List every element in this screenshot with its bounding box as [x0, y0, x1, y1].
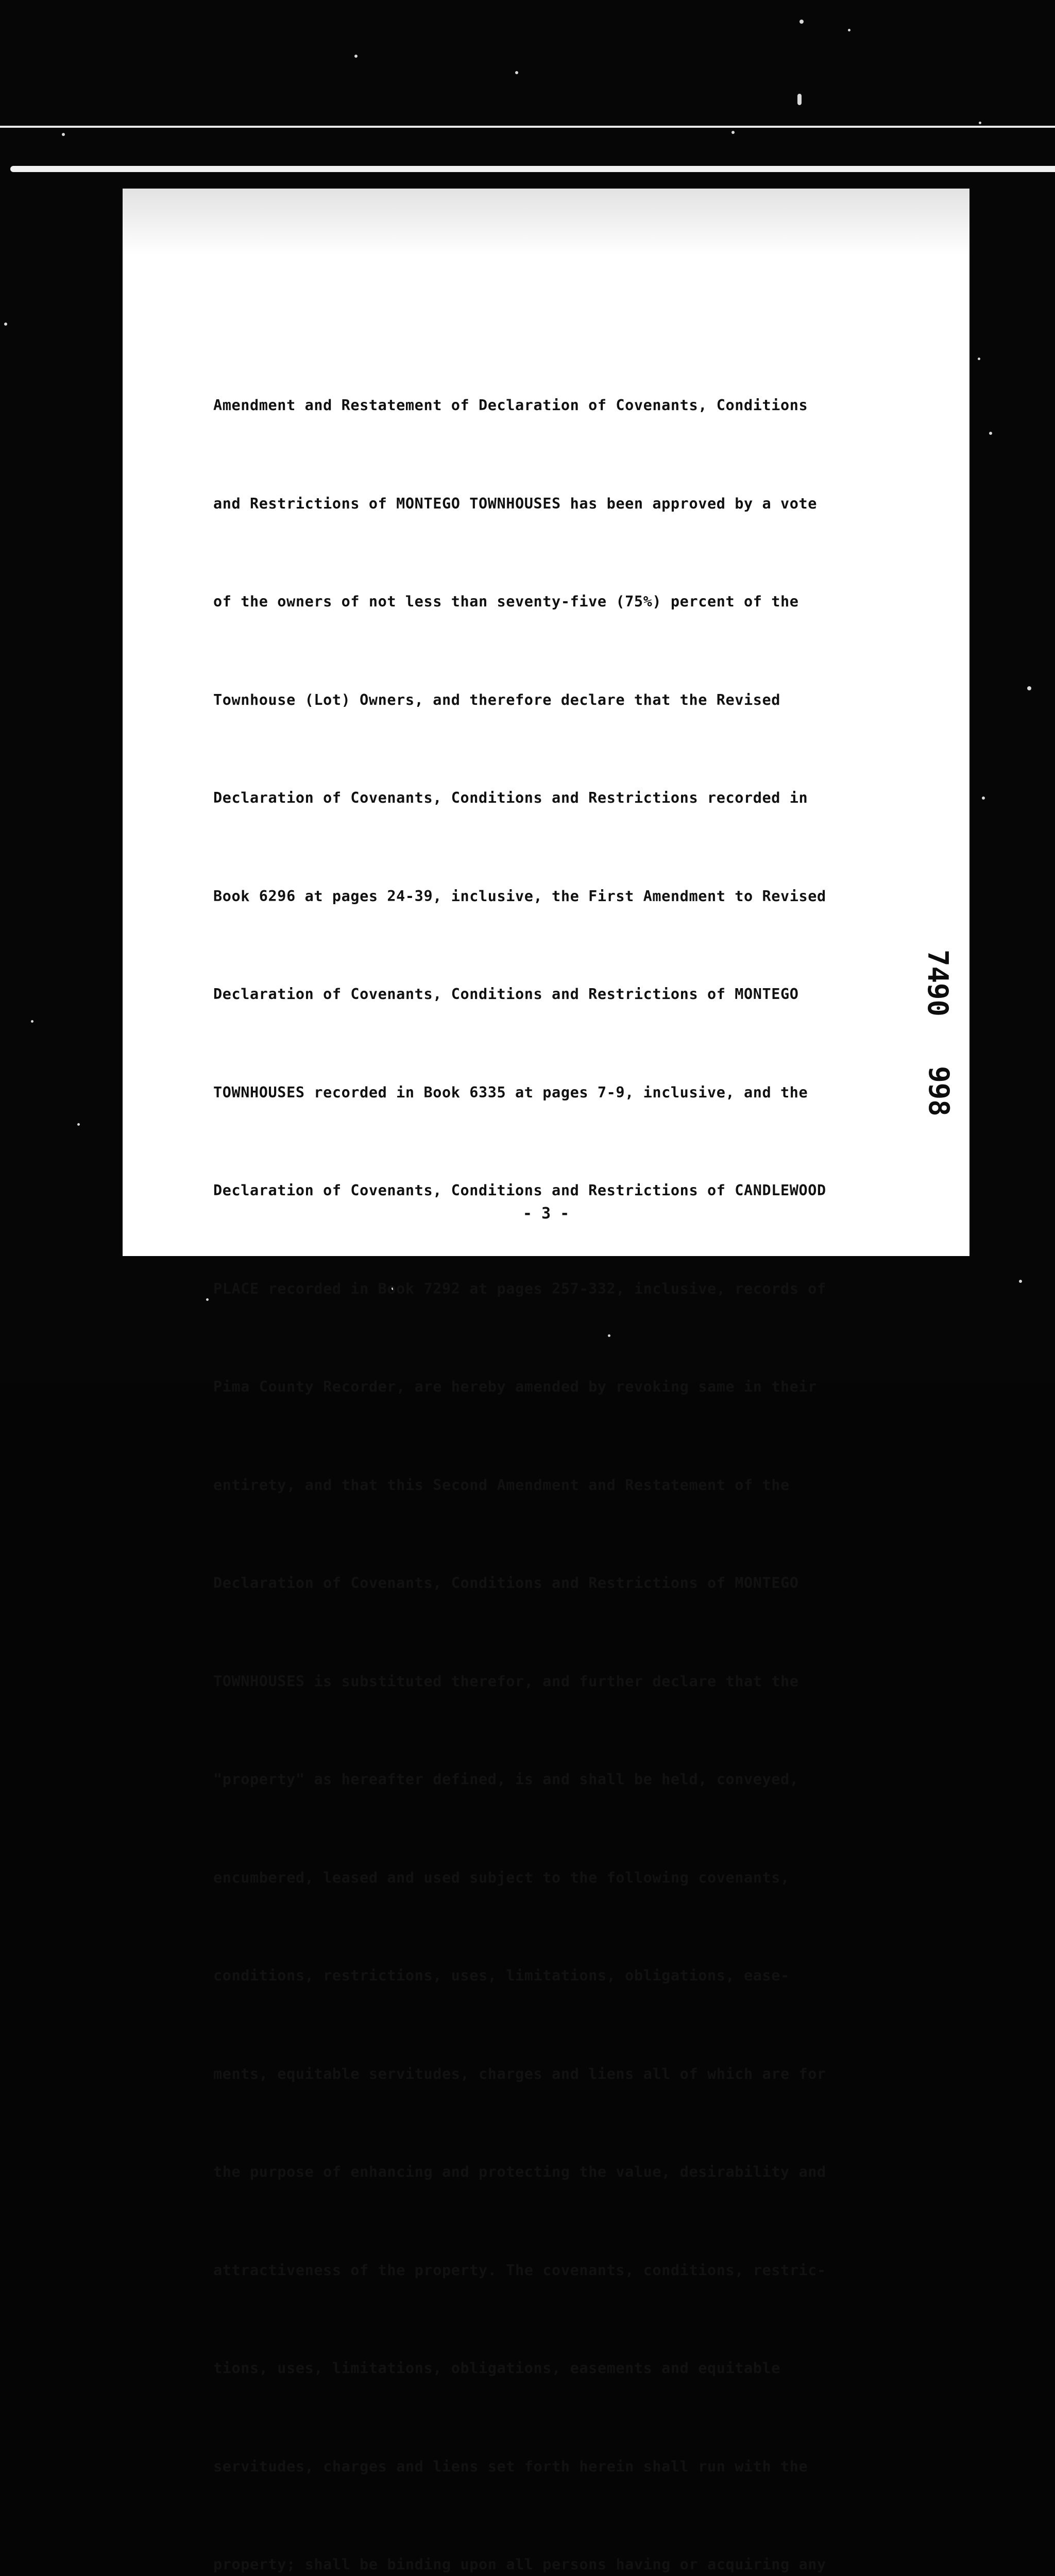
page-number: - 3 - [522, 1205, 570, 1223]
margin-page-number: 998 [923, 1066, 955, 1116]
text-line: the purpose of enhancing and protecting the value, desirability and [213, 2163, 826, 2180]
text-line: TOWNHOUSES is substituted therefor, and further declare that the [213, 1672, 799, 1690]
text-line: PLACE recorded in Book 7292 at pages 257-332, inclusive, records of [213, 1280, 826, 1297]
text-line: attractiveness of the property. The covenants, conditions, restric- [213, 2261, 826, 2279]
scan-noise-speck [978, 358, 980, 360]
text-line: servitudes, charges and liens set forth herein shall run with the [213, 2458, 808, 2475]
text-line: Pima County Recorder, are hereby amended by revoking same in their [213, 1378, 818, 1395]
scan-noise-speck [797, 94, 802, 105]
scan-noise-speck [731, 131, 735, 134]
text-line: conditions, restrictions, uses, limitations, obligations, ease- [213, 1967, 790, 1984]
scan-noise-speck [77, 1123, 80, 1126]
text-line: tions, uses, limitations, obligations, easements and equitable [213, 2360, 781, 2377]
text-line: of the owners of not less than seventy-five (75%) percent of the [213, 593, 799, 610]
scan-noise-speck [1019, 1280, 1022, 1283]
scan-noise-speck [515, 71, 518, 74]
scan-noise-speck [982, 796, 985, 800]
text-line: "property" as hereafter defined, is and shall be held, conveyed, [213, 1771, 799, 1788]
margin-book-number: 7490 [922, 949, 954, 1017]
scan-noise-speck [4, 323, 7, 326]
document-page [123, 189, 969, 2573]
text-line: and Restrictions of MONTEGO TOWNHOUSES has been approved by a vote [213, 495, 818, 512]
top-rule-line [0, 126, 1055, 128]
text-line: Declaration of Covenants, Conditions and Restrictions of CANDLEWOOD [213, 1182, 826, 1199]
text-line: Declaration of Covenants, Conditions and Restrictions of MONTEGO [213, 986, 799, 1003]
page-top-edge [10, 166, 1055, 172]
text-line: Declaration of Covenants, Conditions and Restrictions recorded in [213, 789, 808, 806]
scan-noise-speck [979, 122, 981, 124]
scan-noise-speck [799, 20, 804, 24]
scan-noise-speck [206, 1298, 209, 1301]
text-line: Declaration of Covenants, Conditions and Restrictions of MONTEGO [213, 1574, 799, 1591]
text-line: Amendment and Restatement of Declaration of Covenants, Conditions [213, 397, 808, 414]
text-line: entirety, and that this Second Amendment and Restatement of the [213, 1476, 790, 1494]
text-line: ments, equitable servitudes, charges and liens all of which are for [213, 2065, 826, 2082]
document-body-text [213, 324, 898, 2576]
text-line: TOWNHOUSES recorded in Book 6335 at pages 7-9, inclusive, and the [213, 1083, 808, 1101]
text-line: Townhouse (Lot) Owners, and therefore declare that the Revised [213, 691, 781, 708]
scan-noise-speck [62, 133, 65, 136]
scan-noise-speck [989, 432, 992, 435]
scan-noise-speck [354, 55, 358, 58]
page-scan-shadow [123, 189, 969, 256]
scan-noise-speck [31, 1020, 33, 1023]
text-line: encumbered, leased and used subject to the following covenants, [213, 1869, 790, 1886]
scan-noise-speck [848, 29, 850, 31]
text-line: property; shall be binding upon all persons having or acquiring any [213, 2556, 826, 2573]
text-line: Book 6296 at pages 24-39, inclusive, the First Amendment to Revised [213, 887, 826, 905]
scan-noise-speck [1027, 686, 1031, 690]
